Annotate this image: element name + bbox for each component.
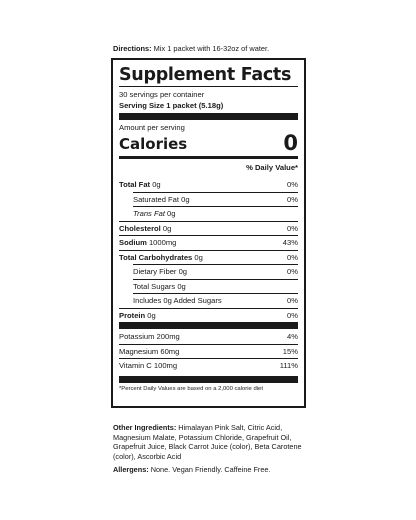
nutrient-amount: 0g xyxy=(176,267,188,277)
divider-thick xyxy=(119,113,298,120)
nutrient-row-protein xyxy=(119,308,298,323)
calories-row xyxy=(119,133,298,153)
nutrient-amount: 0g xyxy=(175,281,186,291)
mineral-dv: 15% xyxy=(282,346,298,356)
directions-label: Directions: xyxy=(113,44,152,53)
nutrient-row-added-sugars xyxy=(133,293,298,308)
calories-value: 0 xyxy=(283,131,298,155)
mineral-row-vitamin-c xyxy=(119,358,298,373)
other-ingredients-text: Himalayan Pink Salt, Citric Acid, Magnesium Malate, Potassium Chloride, Grapefruit Oil, Grapefruit Juice, Black Carrot Juice (color), Beta Carotene (color), Ascorbic Acid xyxy=(113,423,302,461)
mineral-row-magnesium xyxy=(119,344,298,359)
mineral-label: Magnesium 60mg xyxy=(119,346,180,356)
mineral-label: Potassium 200mg xyxy=(119,331,180,341)
nutrient-dv: 0% xyxy=(287,310,298,320)
nutrient-label: Protein xyxy=(119,310,146,320)
nutrient-label: Total Carbohydrates xyxy=(119,252,193,262)
nutrient-dv: 0% xyxy=(287,179,298,189)
daily-value-header: % Daily Value* xyxy=(246,163,298,172)
mineral-dv: 111% xyxy=(279,361,298,371)
serving-size: Serving Size 1 packet (5.18g) xyxy=(119,101,224,110)
nutrient-dv: 0% xyxy=(287,252,298,262)
nutrient-amount: 1000mg xyxy=(146,238,177,248)
nutrient-row-cholesterol xyxy=(119,221,298,236)
nutrient-label: Saturated Fat xyxy=(133,194,180,204)
servings-per-container: 30 servings per container xyxy=(119,90,205,99)
nutrient-row-total-sugars xyxy=(133,279,298,294)
mineral-dv: 4% xyxy=(287,331,298,341)
divider-thick xyxy=(119,376,298,383)
nutrient-dv: 0% xyxy=(287,267,298,277)
nutrient-dv: 0% xyxy=(287,296,298,306)
nutrient-amount: 0g xyxy=(160,223,172,233)
nutrient-row-trans-fat xyxy=(133,206,298,221)
other-ingredients-label: Other Ingredients: xyxy=(113,423,177,432)
nutrient-label: Total Sugars xyxy=(133,281,176,291)
nutrient-row-dietary-fiber xyxy=(133,264,298,279)
allergens xyxy=(113,465,271,474)
nutrient-label: Total Fat xyxy=(119,179,151,189)
directions-text: Mix 1 packet with 16-32oz of water. xyxy=(151,44,270,53)
divider-thick xyxy=(119,322,298,329)
nutrient-label: Trans Fat xyxy=(133,209,165,219)
amount-per-serving: Amount per serving xyxy=(119,123,185,132)
nutrient-row-saturated-fat xyxy=(133,192,298,207)
other-ingredients xyxy=(113,423,313,461)
nutrient-amount: 0g xyxy=(145,310,156,320)
nutrient-amount: 0g xyxy=(192,252,203,262)
allergens-label: Allergens: xyxy=(113,465,149,474)
allergens-text: None. Vegan Friendly. Caffeine Free. xyxy=(148,465,271,474)
nutrient-row-sodium xyxy=(119,235,298,250)
nutrient-label: Dietary Fiber xyxy=(133,267,177,277)
nutrient-label: Cholesterol xyxy=(119,223,161,233)
nutrient-amount: 0g xyxy=(164,209,176,219)
panel-title: Supplement Facts xyxy=(119,65,292,85)
nutrient-amount: 0g xyxy=(179,194,190,204)
nutrient-row-total-carbohydrates xyxy=(119,250,298,265)
nutrient-dv: 0% xyxy=(287,194,298,204)
supplement-facts-panel xyxy=(111,58,306,408)
nutrient-dv: 0% xyxy=(287,223,298,233)
nutrient-amount: 0g xyxy=(150,179,161,189)
nutrient-dv: 43% xyxy=(282,238,298,248)
nutrient-label: Includes 0g Added Sugars xyxy=(133,296,222,306)
mineral-row-potassium xyxy=(119,329,298,344)
nutrient-row-total-fat xyxy=(119,177,298,192)
divider xyxy=(119,86,298,87)
daily-value-footnote: *Percent Daily Values are based on a 2,000 calorie diet xyxy=(119,385,263,392)
directions xyxy=(113,44,269,53)
calories-label: Calories xyxy=(119,135,188,153)
mineral-label: Vitamin C 100mg xyxy=(119,361,178,371)
nutrient-label: Sodium xyxy=(119,238,147,248)
